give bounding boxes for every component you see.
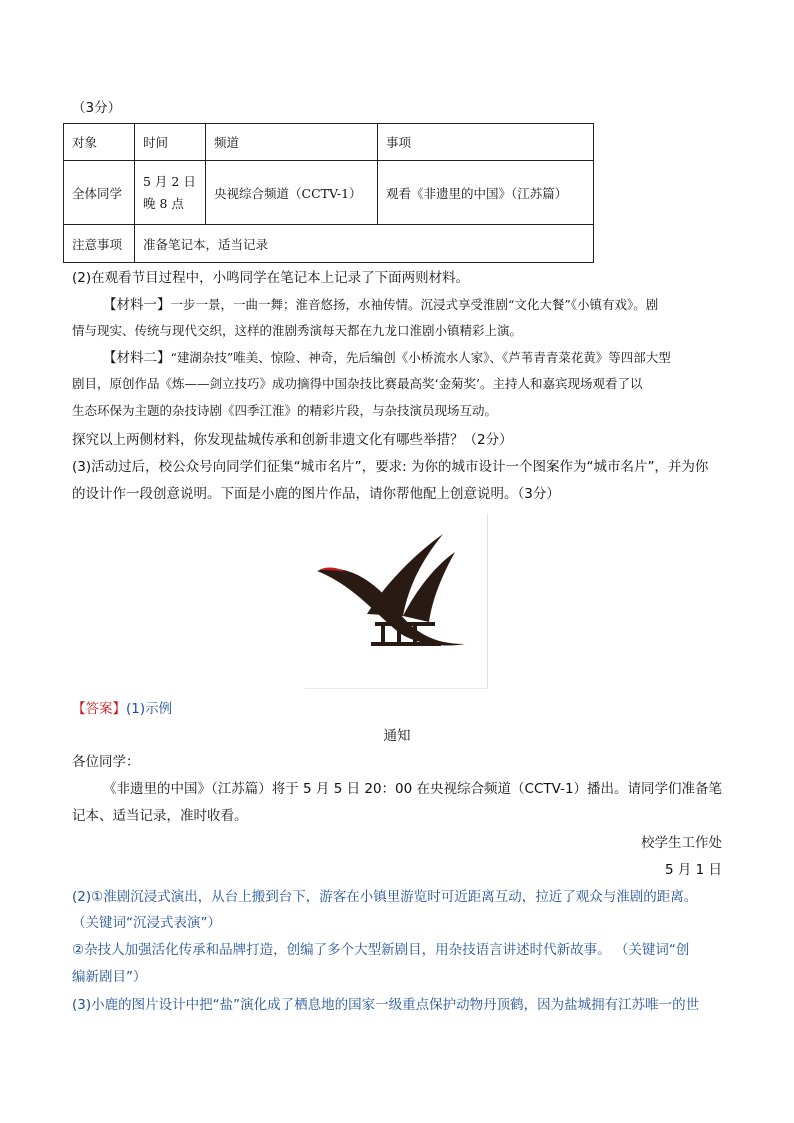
- notice-salutation: 各位同学：: [72, 754, 140, 770]
- header-target: 对象: [64, 124, 135, 161]
- notice-date: 5 月 1 日: [664, 862, 722, 878]
- material2-line1: [103, 348, 671, 368]
- q3-line1: (3)活动过后，校公众号向同学们征集“城市名片”，要求: 为你的城市设计一个图案作为“城市名片”，并为你: [72, 459, 709, 475]
- material1-text1: 一步一景，一曲一舞；淮音悠扬，水袖传情。沉浸式享受淮剧“文化大餐”《小镇有戏》。剧: [170, 297, 659, 312]
- answer2-line1: (2)①淮剧沉浸式演出，从台上搬到台下，游客在小镇里游览时可近距离互动，拉近了观众与淮剧的距离。: [72, 889, 698, 905]
- header-channel: 频道: [206, 124, 378, 161]
- q2-intro: (2)在观看节目过程中，小鸣同学在笔记本上记录了下面两则材料。: [72, 270, 470, 286]
- notice-title: 通知: [383, 728, 411, 744]
- header-time: 时间: [135, 124, 206, 161]
- header-item: 事项: [378, 124, 594, 161]
- table-header-row: [64, 124, 594, 161]
- table-notes-row: [64, 225, 594, 263]
- logo-frame: [305, 514, 488, 689]
- material2-line3: 生态环保为主题的杂技诗剧《四季江淮》的精彩片段，与杂技演员现场互动。: [72, 403, 498, 418]
- notice-body-line1: 《非遗里的中国》（江苏篇）将于 5 月 5 日 20：00 在央视综合频道（CCTV-1）播出。请同学们准备笔: [103, 781, 723, 797]
- cell-time: [135, 161, 206, 225]
- notes-label: 注意事项: [64, 225, 135, 263]
- q2-question: 探究以上两侧材料，你发现盐城传承和创新非遗文化有哪些举措？（2分）: [72, 432, 513, 448]
- score-label: （3分）: [72, 100, 122, 116]
- notice-body-line2: 记本、适当记录，准时收看。: [72, 808, 248, 824]
- cell-target: 全体同学: [64, 161, 135, 225]
- answer-label: 【答案】: [72, 701, 126, 717]
- answer2-line3: ②杂技人加强活化传承和品牌打造，创编了多个大型新剧目，用杂技语言讲述时代新故事。 （关键词“创: [72, 942, 690, 958]
- notes-value: 准备笔记本，适当记录: [135, 225, 594, 263]
- notice-signature: 校学生工作处: [641, 835, 722, 851]
- answer2-line2: （关键词“沉浸式表演”）: [72, 915, 221, 931]
- crane-salt-logo-icon: [305, 514, 487, 688]
- schedule-table: [63, 123, 594, 263]
- answer3-line1: (3)小鹿的图片设计中把“盐”演化成了栖息地的国家一级重点保护动物丹顶鹤，因为盐城拥有江苏唯一的世: [72, 997, 700, 1013]
- material1-line1: [103, 295, 658, 315]
- material1-label: 【材料一】: [103, 297, 171, 313]
- cell-item: 观看《非遗里的中国》（江苏篇）: [378, 161, 594, 225]
- answer-heading: [72, 699, 172, 719]
- material1-line2: 情与现实、传统与现代交织，这样的淮剧秀演每天都在九龙口淮剧小镇精彩上演。: [72, 323, 523, 338]
- cell-time-hour: 晚 8 点: [143, 195, 184, 211]
- answer2-line4: 编新剧目”）: [72, 969, 147, 985]
- q3-line2: 的设计作一段创意说明。下面是小鹿的图片作品，请你帮他配上创意说明。（3分）: [72, 486, 560, 502]
- answer-q1-example: (1)示例: [126, 701, 173, 717]
- material2-line2: 剧目，原创作品《炼——剑立技巧》成功摘得中国杂技比赛最高奖‘金菊奖’。主持人和嘉宾现场观看了以: [72, 376, 643, 391]
- cell-channel: 央视综合频道（CCTV-1）: [206, 161, 378, 225]
- table-row: [64, 161, 594, 225]
- material2-label: 【材料二】: [103, 350, 171, 366]
- cell-time-date: 5 月 2 日: [143, 173, 196, 189]
- material2-text1: “建湖杂技”唯美、惊险、神奇，先后编创《小桥流水人家》、《芦苇青青菜花黄》等四部大型: [170, 350, 671, 365]
